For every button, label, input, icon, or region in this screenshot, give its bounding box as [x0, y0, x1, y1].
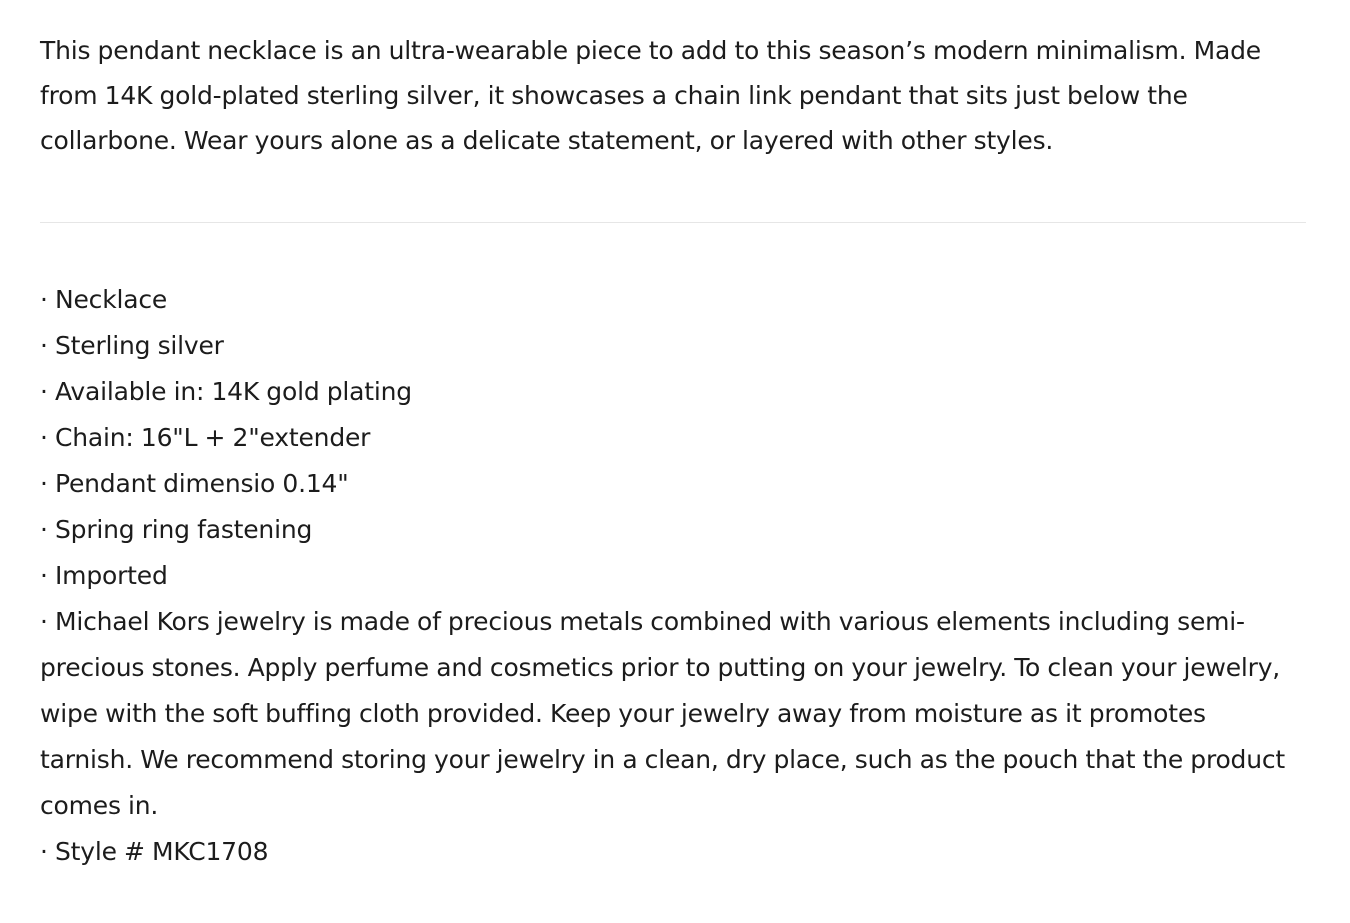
detail-item-pendant-dimension: · Pendant dimensio 0.14"	[40, 469, 349, 498]
detail-item-material: · Sterling silver	[40, 331, 224, 360]
detail-item-style-number: · Style # MKC1708	[40, 837, 269, 866]
detail-item-origin: · Imported	[40, 561, 168, 590]
detail-item-type: · Necklace	[40, 285, 168, 314]
section-divider	[40, 222, 1306, 223]
detail-item-chain-length: · Chain: 16"L + 2"extender	[40, 423, 371, 452]
detail-item-availability: · Available in: 14K gold plating	[40, 377, 412, 406]
detail-item-fastening: · Spring ring fastening	[40, 515, 313, 544]
product-details-list	[40, 277, 1306, 875]
product-description: This pendant necklace is an ultra-wearable piece to add to this season’s modern minimalism. Made from 14K gold-plated sterling silver, it showcases a chain link pendant that sits just below the collarbone. Wear yours alone as a delicate statement, or layered with other styles.	[40, 36, 1261, 155]
detail-item-care-instructions: · Michael Kors jewelry is made of precious metals combined with various elements including semi-precious stones. Apply perfume and cosmetics prior to putting on your jewelry. To clean your jewelry, wipe with the soft buffing cloth provided. Keep your jewelry away from moisture as it promotes tarnish. We recommend storing your jewelry in a clean, dry place, such as the pouch that the product comes in.	[40, 607, 1286, 820]
product-details-panel	[40, 28, 1306, 875]
